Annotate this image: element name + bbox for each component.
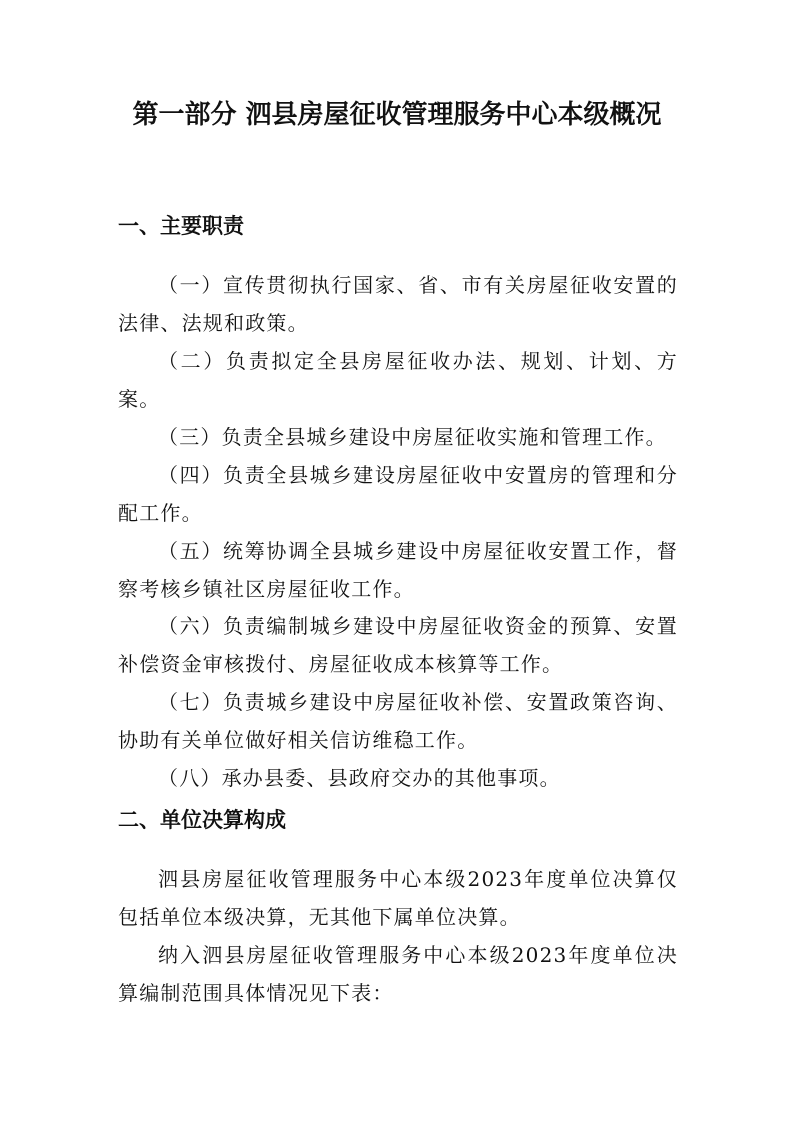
budget-paragraph: 泗县房屋征收管理服务中心本级2023年度单位决算仅包括单位本级决算，无其他下属单位决算。 — [118, 867, 678, 929]
responsibility-item: （三）负责全县城乡建设中房屋征收实施和管理工作。 — [158, 425, 667, 449]
responsibility-item: （五）统筹协调全县城乡建设中房屋征收安置工作，督察考核乡镇社区房屋征收工作。 — [118, 539, 678, 601]
responsibility-item: （二）负责拟定全县房屋征收办法、规划、计划、方案。 — [118, 349, 678, 411]
section-heading-responsibilities: 一、主要职责 — [118, 214, 244, 238]
budget-paragraph: 纳入泗县房屋征收管理服务中心本级2023年度单位决算编制范围具体情况见下表： — [118, 943, 678, 1005]
section-heading-budget-composition: 二、单位决算构成 — [118, 808, 286, 832]
responsibility-item: （七）负责城乡建设中房屋征收补偿、安置政策咨询、协助有关单位做好相关信访维稳工作。 — [118, 690, 678, 752]
responsibility-item: （八）承办县委、县政府交办的其他事项。 — [158, 766, 561, 790]
responsibility-item: （六）负责编制城乡建设中房屋征收资金的预算、安置补偿资金审核拨付、房屋征收成本核算等工作。 — [118, 614, 678, 676]
page-title: 第一部分 泗县房屋征收管理服务中心本级概况 — [132, 100, 662, 130]
responsibility-item: （四）负责全县城乡建设房屋征收中安置房的管理和分配工作。 — [118, 463, 678, 525]
responsibility-item: （一）宣传贯彻执行国家、省、市有关房屋征收安置的法律、法规和政策。 — [118, 273, 678, 335]
